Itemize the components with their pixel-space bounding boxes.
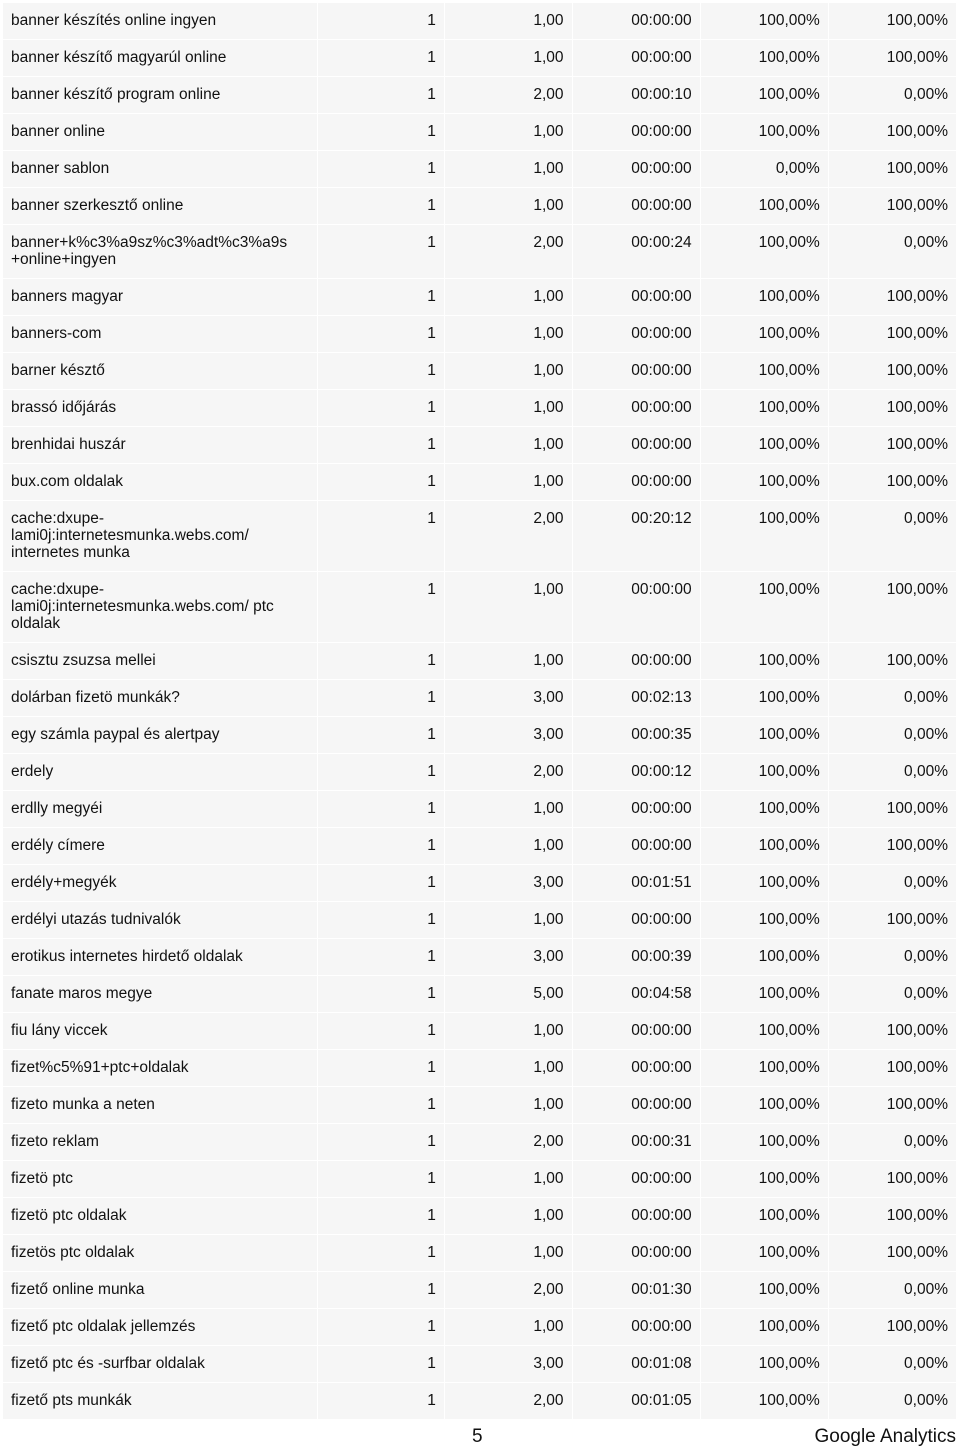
avg-time-cell: 00:00:39 <box>573 939 700 975</box>
table-row <box>3 40 956 76</box>
avg-time-cell: 00:00:24 <box>573 225 700 278</box>
pages-per-visit-cell: 1,00 <box>445 316 572 352</box>
pages-per-visit-cell: 1,00 <box>445 1198 572 1234</box>
avg-time-cell: 00:00:00 <box>573 791 700 827</box>
visits-cell: 1 <box>318 1013 444 1049</box>
keyword-cell: fizet%c5%91+ptc+oldalak <box>3 1050 317 1086</box>
avg-time-cell: 00:00:31 <box>573 1124 700 1160</box>
avg-time-cell: 00:00:00 <box>573 316 700 352</box>
bounce-rate-cell: 100,00% <box>829 1013 956 1049</box>
pages-per-visit-cell: 2,00 <box>445 501 572 571</box>
new-visits-cell: 100,00% <box>701 643 828 679</box>
pages-per-visit-cell: 1,00 <box>445 1087 572 1123</box>
bounce-rate-cell: 100,00% <box>829 390 956 426</box>
new-visits-cell: 100,00% <box>701 114 828 150</box>
new-visits-cell: 100,00% <box>701 77 828 113</box>
new-visits-cell: 100,00% <box>701 939 828 975</box>
new-visits-cell: 100,00% <box>701 1050 828 1086</box>
table-row <box>3 114 956 150</box>
new-visits-cell: 100,00% <box>701 40 828 76</box>
avg-time-cell: 00:02:13 <box>573 680 700 716</box>
table-row <box>3 1383 956 1419</box>
keyword-cell: fiu lány viccek <box>3 1013 317 1049</box>
avg-time-cell: 00:00:00 <box>573 1050 700 1086</box>
table-row <box>3 939 956 975</box>
bounce-rate-cell: 0,00% <box>829 1346 956 1382</box>
visits-cell: 1 <box>318 501 444 571</box>
bounce-rate-cell: 0,00% <box>829 1383 956 1419</box>
avg-time-cell: 00:00:00 <box>573 828 700 864</box>
visits-cell: 1 <box>318 717 444 753</box>
avg-time-cell: 00:00:00 <box>573 1161 700 1197</box>
avg-time-cell: 00:00:00 <box>573 1087 700 1123</box>
visits-cell: 1 <box>318 1383 444 1419</box>
new-visits-cell: 100,00% <box>701 791 828 827</box>
table-row <box>3 902 956 938</box>
pages-per-visit-cell: 1,00 <box>445 1235 572 1271</box>
avg-time-cell: 00:00:00 <box>573 1235 700 1271</box>
pages-per-visit-cell: 1,00 <box>445 188 572 224</box>
avg-time-cell: 00:00:00 <box>573 427 700 463</box>
avg-time-cell: 00:00:00 <box>573 902 700 938</box>
table-row <box>3 1161 956 1197</box>
pages-per-visit-cell: 2,00 <box>445 1383 572 1419</box>
keyword-cell: cache:dxupe-lami0j:internetesmunka.webs.com/ internetes munka <box>3 501 317 571</box>
new-visits-cell: 100,00% <box>701 976 828 1012</box>
visits-cell: 1 <box>318 279 444 315</box>
pages-per-visit-cell: 2,00 <box>445 1124 572 1160</box>
avg-time-cell: 00:00:12 <box>573 754 700 790</box>
keyword-cell: banner készítés online ingyen <box>3 3 317 39</box>
visits-cell: 1 <box>318 1050 444 1086</box>
visits-cell: 1 <box>318 1235 444 1271</box>
visits-cell: 1 <box>318 464 444 500</box>
pages-per-visit-cell: 1,00 <box>445 40 572 76</box>
table-row <box>3 572 956 642</box>
new-visits-cell: 100,00% <box>701 316 828 352</box>
visits-cell: 1 <box>318 1309 444 1345</box>
keyword-cell: dolárban fizetö munkák? <box>3 680 317 716</box>
pages-per-visit-cell: 1,00 <box>445 1161 572 1197</box>
table-row <box>3 427 956 463</box>
keyword-cell: csisztu zsuzsa mellei <box>3 643 317 679</box>
new-visits-cell: 100,00% <box>701 279 828 315</box>
new-visits-cell: 100,00% <box>701 1272 828 1308</box>
visits-cell: 1 <box>318 3 444 39</box>
bounce-rate-cell: 100,00% <box>829 3 956 39</box>
new-visits-cell: 100,00% <box>701 390 828 426</box>
visits-cell: 1 <box>318 1124 444 1160</box>
avg-time-cell: 00:00:00 <box>573 279 700 315</box>
visits-cell: 1 <box>318 680 444 716</box>
keyword-cell: banner online <box>3 114 317 150</box>
keyword-cell: banners magyar <box>3 279 317 315</box>
pages-per-visit-cell: 1,00 <box>445 1013 572 1049</box>
avg-time-cell: 00:01:08 <box>573 1346 700 1382</box>
new-visits-cell: 100,00% <box>701 225 828 278</box>
table-row <box>3 1272 956 1308</box>
table-row <box>3 353 956 389</box>
page-number: 5 <box>472 1426 483 1447</box>
pages-per-visit-cell: 1,00 <box>445 1050 572 1086</box>
bounce-rate-cell: 100,00% <box>829 1087 956 1123</box>
new-visits-cell: 100,00% <box>701 865 828 901</box>
new-visits-cell: 100,00% <box>701 1309 828 1345</box>
keyword-cell: erdély+megyék <box>3 865 317 901</box>
table-row <box>3 188 956 224</box>
bounce-rate-cell: 100,00% <box>829 464 956 500</box>
visits-cell: 1 <box>318 643 444 679</box>
table-row <box>3 717 956 753</box>
avg-time-cell: 00:00:00 <box>573 390 700 426</box>
pages-per-visit-cell: 2,00 <box>445 1272 572 1308</box>
avg-time-cell: 00:00:00 <box>573 1013 700 1049</box>
bounce-rate-cell: 0,00% <box>829 865 956 901</box>
bounce-rate-cell: 0,00% <box>829 717 956 753</box>
pages-per-visit-cell: 1,00 <box>445 279 572 315</box>
table-row <box>3 976 956 1012</box>
keyword-cell: erdély címere <box>3 828 317 864</box>
table-row <box>3 791 956 827</box>
new-visits-cell: 100,00% <box>701 902 828 938</box>
table-row <box>3 151 956 187</box>
pages-per-visit-cell: 1,00 <box>445 390 572 426</box>
new-visits-cell: 100,00% <box>701 1087 828 1123</box>
pages-per-visit-cell: 1,00 <box>445 572 572 642</box>
bounce-rate-cell: 100,00% <box>829 1161 956 1197</box>
bounce-rate-cell: 100,00% <box>829 902 956 938</box>
visits-cell: 1 <box>318 1272 444 1308</box>
table-row <box>3 1235 956 1271</box>
visits-cell: 1 <box>318 390 444 426</box>
table-row <box>3 1050 956 1086</box>
pages-per-visit-cell: 1,00 <box>445 1309 572 1345</box>
pages-per-visit-cell: 1,00 <box>445 643 572 679</box>
new-visits-cell: 100,00% <box>701 1383 828 1419</box>
bounce-rate-cell: 0,00% <box>829 939 956 975</box>
bounce-rate-cell: 0,00% <box>829 77 956 113</box>
new-visits-cell: 100,00% <box>701 1346 828 1382</box>
visits-cell: 1 <box>318 40 444 76</box>
bounce-rate-cell: 100,00% <box>829 279 956 315</box>
pages-per-visit-cell: 1,00 <box>445 114 572 150</box>
table-row <box>3 464 956 500</box>
table-row <box>3 1087 956 1123</box>
bounce-rate-cell: 100,00% <box>829 427 956 463</box>
keyword-cell: fanate maros megye <box>3 976 317 1012</box>
keyword-cell: egy számla paypal és alertpay <box>3 717 317 753</box>
new-visits-cell: 100,00% <box>701 427 828 463</box>
visits-cell: 1 <box>318 1087 444 1123</box>
avg-time-cell: 00:00:00 <box>573 40 700 76</box>
table-row <box>3 1013 956 1049</box>
keyword-cell: banner készítő magyarúl online <box>3 40 317 76</box>
visits-cell: 1 <box>318 151 444 187</box>
visits-cell: 1 <box>318 77 444 113</box>
keyword-cell: fizető ptc oldalak jellemzés <box>3 1309 317 1345</box>
table-row <box>3 77 956 113</box>
keyword-cell: erdely <box>3 754 317 790</box>
bounce-rate-cell: 100,00% <box>829 1198 956 1234</box>
table-row <box>3 225 956 278</box>
table-row <box>3 3 956 39</box>
pages-per-visit-cell: 3,00 <box>445 680 572 716</box>
avg-time-cell: 00:00:00 <box>573 1198 700 1234</box>
avg-time-cell: 00:04:58 <box>573 976 700 1012</box>
keyword-cell: fizető online munka <box>3 1272 317 1308</box>
pages-per-visit-cell: 1,00 <box>445 353 572 389</box>
keyword-cell: fizetös ptc oldalak <box>3 1235 317 1271</box>
visits-cell: 1 <box>318 791 444 827</box>
new-visits-cell: 100,00% <box>701 3 828 39</box>
bounce-rate-cell: 0,00% <box>829 754 956 790</box>
new-visits-cell: 100,00% <box>701 717 828 753</box>
bounce-rate-cell: 100,00% <box>829 1235 956 1271</box>
keyword-cell: banner sablon <box>3 151 317 187</box>
avg-time-cell: 00:01:05 <box>573 1383 700 1419</box>
bounce-rate-cell: 100,00% <box>829 353 956 389</box>
keyword-cell: erotikus internetes hirdető oldalak <box>3 939 317 975</box>
pages-per-visit-cell: 1,00 <box>445 902 572 938</box>
brand-label: Google Analytics <box>814 1426 956 1447</box>
visits-cell: 1 <box>318 902 444 938</box>
bounce-rate-cell: 100,00% <box>829 151 956 187</box>
table-row <box>3 1198 956 1234</box>
pages-per-visit-cell: 3,00 <box>445 939 572 975</box>
bounce-rate-cell: 100,00% <box>829 572 956 642</box>
keyword-cell: banner szerkesztő online <box>3 188 317 224</box>
new-visits-cell: 100,00% <box>701 1198 828 1234</box>
pages-per-visit-cell: 2,00 <box>445 225 572 278</box>
pages-per-visit-cell: 3,00 <box>445 865 572 901</box>
keyword-cell: brenhidai huszár <box>3 427 317 463</box>
keyword-cell: banners-com <box>3 316 317 352</box>
bounce-rate-cell: 0,00% <box>829 1272 956 1308</box>
bounce-rate-cell: 100,00% <box>829 114 956 150</box>
new-visits-cell: 100,00% <box>701 1124 828 1160</box>
table-row <box>3 316 956 352</box>
pages-per-visit-cell: 1,00 <box>445 151 572 187</box>
bounce-rate-cell: 100,00% <box>829 828 956 864</box>
table-row <box>3 828 956 864</box>
keyword-cell: bux.com oldalak <box>3 464 317 500</box>
bounce-rate-cell: 100,00% <box>829 1309 956 1345</box>
report-table-body <box>3 3 956 1419</box>
avg-time-cell: 00:00:00 <box>573 572 700 642</box>
bounce-rate-cell: 100,00% <box>829 316 956 352</box>
pages-per-visit-cell: 1,00 <box>445 791 572 827</box>
pages-per-visit-cell: 1,00 <box>445 3 572 39</box>
new-visits-cell: 100,00% <box>701 1013 828 1049</box>
bounce-rate-cell: 0,00% <box>829 680 956 716</box>
bounce-rate-cell: 100,00% <box>829 643 956 679</box>
bounce-rate-cell: 100,00% <box>829 188 956 224</box>
keyword-cell: erdlly megyéi <box>3 791 317 827</box>
avg-time-cell: 00:01:30 <box>573 1272 700 1308</box>
table-row <box>3 865 956 901</box>
visits-cell: 1 <box>318 225 444 278</box>
avg-time-cell: 00:00:00 <box>573 3 700 39</box>
keyword-cell: brassó időjárás <box>3 390 317 426</box>
pages-per-visit-cell: 3,00 <box>445 1346 572 1382</box>
visits-cell: 1 <box>318 353 444 389</box>
new-visits-cell: 100,00% <box>701 572 828 642</box>
pages-per-visit-cell: 1,00 <box>445 464 572 500</box>
new-visits-cell: 100,00% <box>701 501 828 571</box>
visits-cell: 1 <box>318 427 444 463</box>
table-row <box>3 643 956 679</box>
visits-cell: 1 <box>318 976 444 1012</box>
bounce-rate-cell: 100,00% <box>829 1050 956 1086</box>
keyword-cell: fizeto reklam <box>3 1124 317 1160</box>
visits-cell: 1 <box>318 828 444 864</box>
avg-time-cell: 00:00:00 <box>573 1309 700 1345</box>
new-visits-cell: 100,00% <box>701 353 828 389</box>
table-row <box>3 390 956 426</box>
table-row <box>3 501 956 571</box>
pages-per-visit-cell: 1,00 <box>445 828 572 864</box>
new-visits-cell: 100,00% <box>701 680 828 716</box>
visits-cell: 1 <box>318 865 444 901</box>
new-visits-cell: 100,00% <box>701 464 828 500</box>
keyword-cell: erdélyi utazás tudnivalók <box>3 902 317 938</box>
visits-cell: 1 <box>318 188 444 224</box>
avg-time-cell: 00:00:00 <box>573 464 700 500</box>
keyword-cell: fizetö ptc <box>3 1161 317 1197</box>
table-row <box>3 1124 956 1160</box>
avg-time-cell: 00:00:00 <box>573 353 700 389</box>
keyword-cell: barner késztő <box>3 353 317 389</box>
avg-time-cell: 00:01:51 <box>573 865 700 901</box>
visits-cell: 1 <box>318 1346 444 1382</box>
visits-cell: 1 <box>318 316 444 352</box>
avg-time-cell: 00:00:00 <box>573 188 700 224</box>
bounce-rate-cell: 0,00% <box>829 976 956 1012</box>
bounce-rate-cell: 0,00% <box>829 1124 956 1160</box>
visits-cell: 1 <box>318 939 444 975</box>
pages-per-visit-cell: 2,00 <box>445 77 572 113</box>
bounce-rate-cell: 100,00% <box>829 40 956 76</box>
pages-per-visit-cell: 2,00 <box>445 754 572 790</box>
visits-cell: 1 <box>318 572 444 642</box>
new-visits-cell: 0,00% <box>701 151 828 187</box>
avg-time-cell: 00:00:00 <box>573 151 700 187</box>
visits-cell: 1 <box>318 1198 444 1234</box>
table-row <box>3 754 956 790</box>
new-visits-cell: 100,00% <box>701 754 828 790</box>
keyword-cell: cache:dxupe-lami0j:internetesmunka.webs.com/ ptc oldalak <box>3 572 317 642</box>
keyword-report-table <box>2 2 957 1420</box>
bounce-rate-cell: 0,00% <box>829 501 956 571</box>
visits-cell: 1 <box>318 114 444 150</box>
avg-time-cell: 00:20:12 <box>573 501 700 571</box>
table-row <box>3 680 956 716</box>
visits-cell: 1 <box>318 1161 444 1197</box>
table-row <box>3 1346 956 1382</box>
new-visits-cell: 100,00% <box>701 1161 828 1197</box>
bounce-rate-cell: 0,00% <box>829 225 956 278</box>
pages-per-visit-cell: 5,00 <box>445 976 572 1012</box>
avg-time-cell: 00:00:00 <box>573 643 700 679</box>
avg-time-cell: 00:00:00 <box>573 114 700 150</box>
table-row <box>3 1309 956 1345</box>
keyword-cell: fizeto munka a neten <box>3 1087 317 1123</box>
pages-per-visit-cell: 1,00 <box>445 427 572 463</box>
table-row <box>3 279 956 315</box>
new-visits-cell: 100,00% <box>701 1235 828 1271</box>
avg-time-cell: 00:00:35 <box>573 717 700 753</box>
new-visits-cell: 100,00% <box>701 828 828 864</box>
pages-per-visit-cell: 3,00 <box>445 717 572 753</box>
avg-time-cell: 00:00:10 <box>573 77 700 113</box>
keyword-cell: banner+k%c3%a9sz%c3%adt%c3%a9s +online+ingyen <box>3 225 317 278</box>
keyword-cell: banner készítő program online <box>3 77 317 113</box>
visits-cell: 1 <box>318 754 444 790</box>
keyword-cell: fizető pts munkák <box>3 1383 317 1419</box>
bounce-rate-cell: 100,00% <box>829 791 956 827</box>
keyword-cell: fizetö ptc oldalak <box>3 1198 317 1234</box>
keyword-cell: fizető ptc és -surfbar oldalak <box>3 1346 317 1382</box>
new-visits-cell: 100,00% <box>701 188 828 224</box>
